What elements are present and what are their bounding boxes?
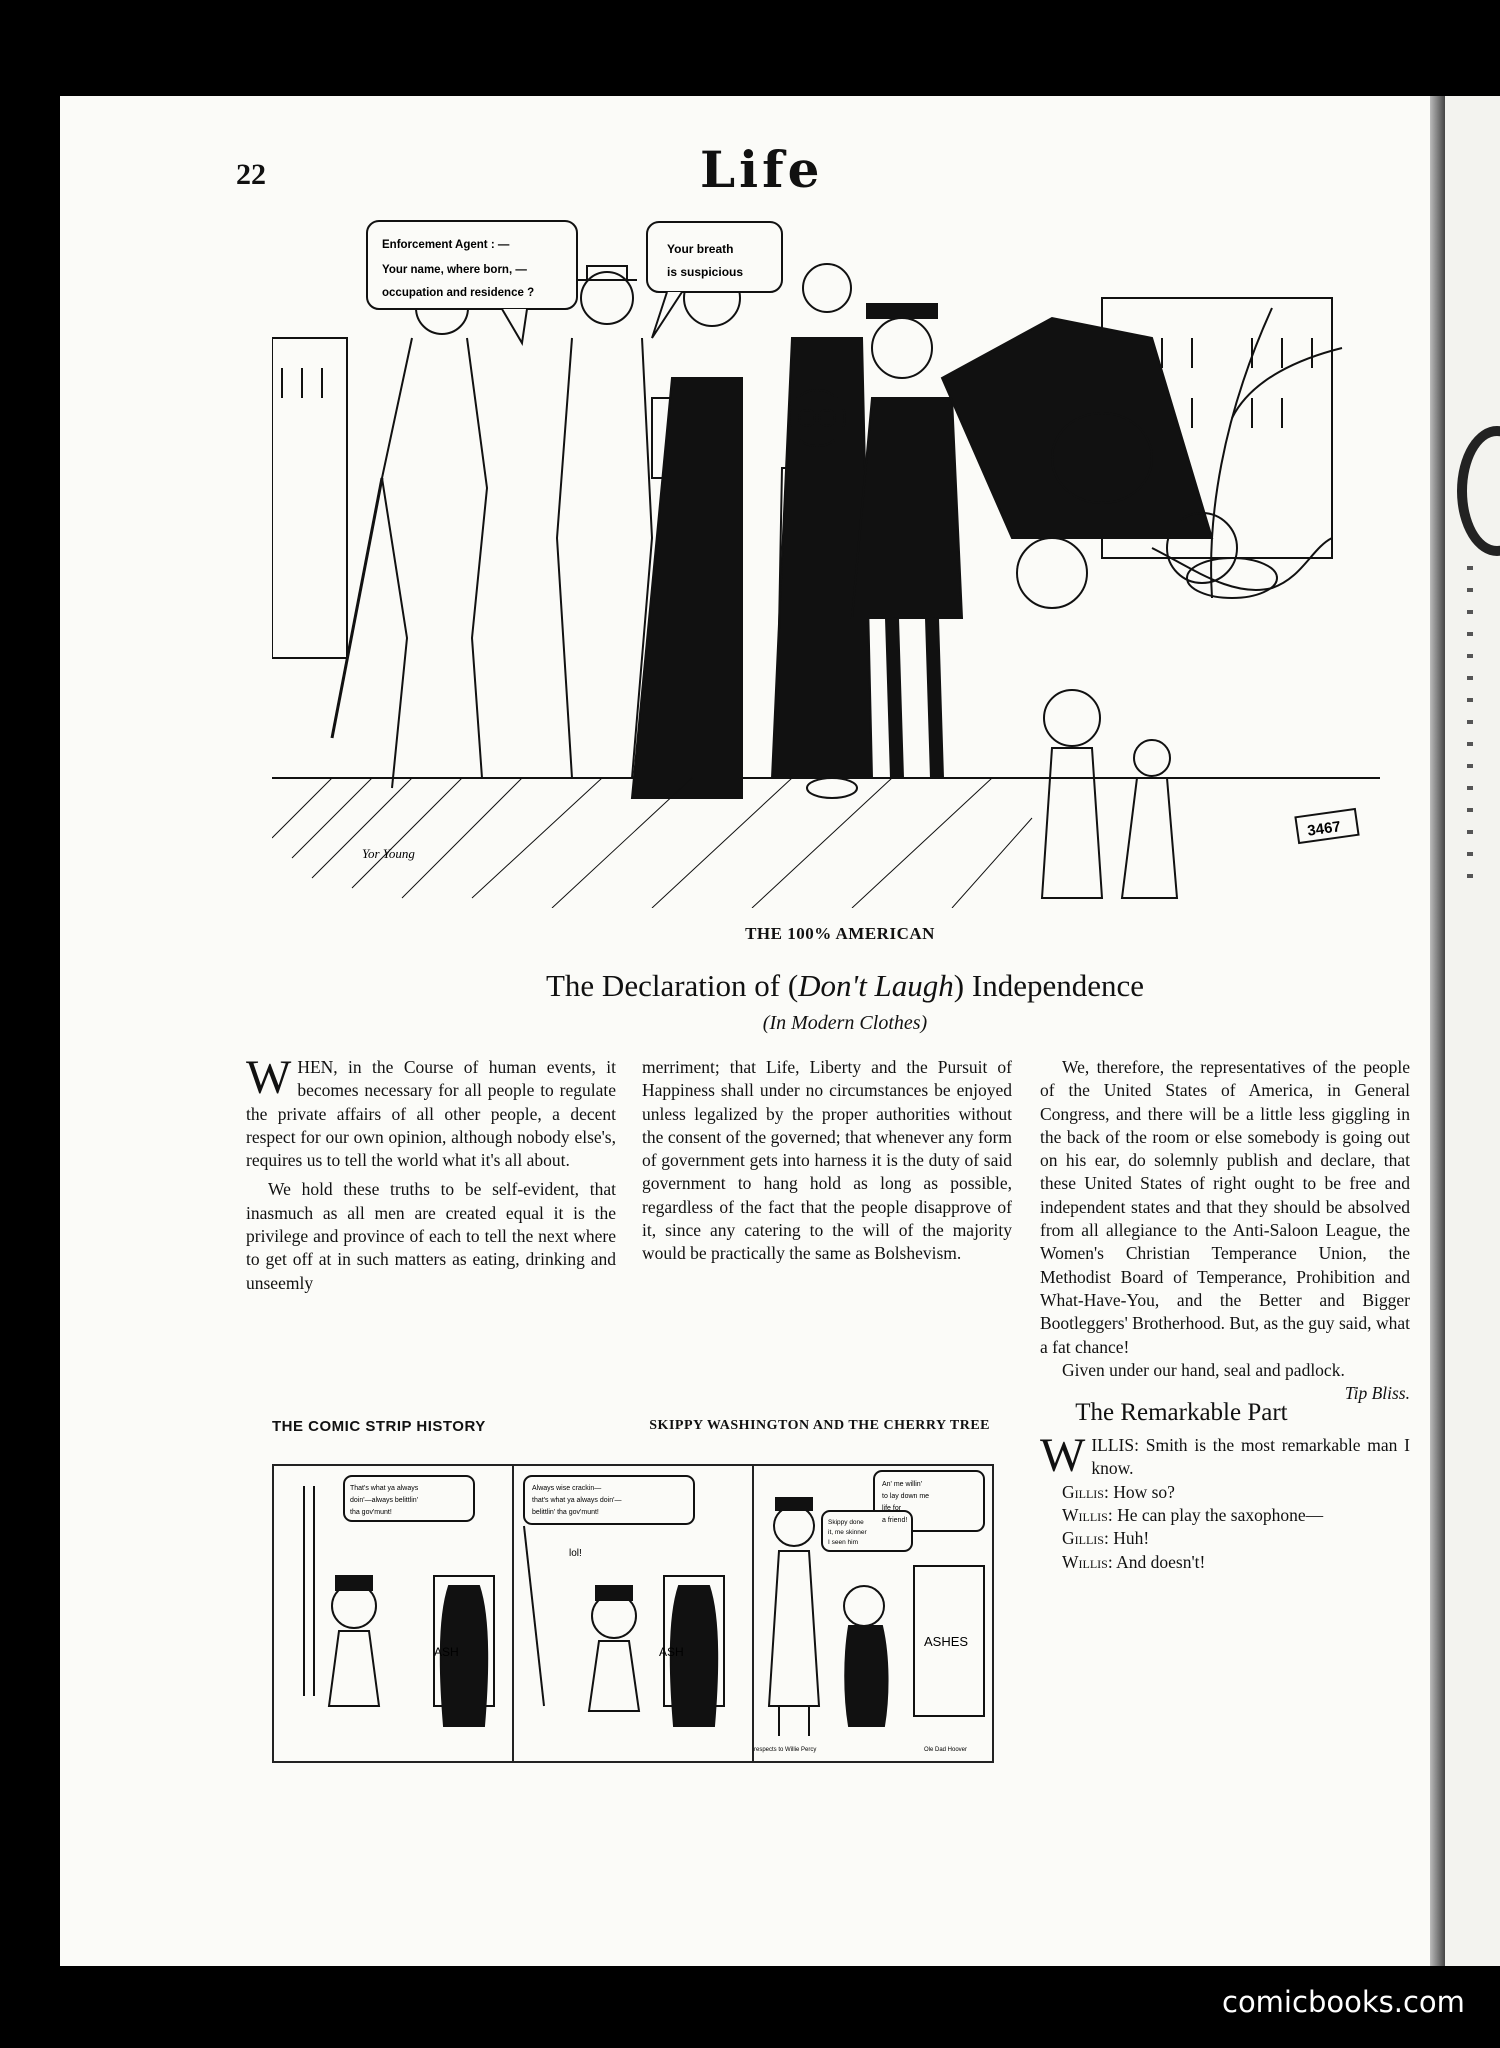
comic-strip [272,1464,994,1763]
panel3-text-a3: life for [882,1505,902,1512]
paragraph-4: We, therefore, the representatives of the people of the United States of America, in General Congress, and there will be a little less giggling in the back of the room or else somebody is going out on his ear, do solemnly publish and declare, that these United States of right ought to be free and independent states and that they should be absolved from all allegiance to the Anti-Saloon League, the Women's Christian Temperance Union, the Methodist Board of Temperance, Prohibition and What-Have-You, and the Better and Bigger Bootleggers' Brotherhood. But, as the guy said, what a fat chance! [1040,1057,1410,1357]
dialogue-line-2: Gillis: How so? [1062,1481,1175,1502]
comic-panel-2 [514,1466,754,1761]
dialogue-line-1: WILLIS: Smith is the most remarkable man I know. [1040,1429,1410,1483]
author-signature: Tip Bliss. [1344,1383,1410,1404]
bubble-left-line3: occupation and residence ? [382,287,535,299]
panel2-text-2: that's what ya always doin'— [532,1497,622,1504]
paragraph-5: Given under our hand, seal and padlock. Tip Bliss. [1040,1359,1410,1382]
panel1-text-3: tha gov'munt! [350,1509,392,1516]
panel3-text-a4: a friend! [882,1517,908,1524]
comic-strip-title: SKIPPY WASHINGTON AND THE CHERRY TREE [649,1418,990,1433]
article-title: The Declaration of (Don't Laugh) Independence [545,968,1144,1003]
article-column-3 [1040,1056,1410,1574]
strip-credit-right: Ole Dad Hoover [924,1747,968,1753]
dialogue-line-4: Gillis: Huh! [1062,1528,1150,1549]
article-column-2 [642,1056,1012,1266]
masthead-logo: Life [700,140,824,199]
paragraph-2: We hold these truths to be self-evident, that inasmuch as all men are created equal it is the privilege and province of each to tell the next where to get off at in such matters as eating, drinking and unseemly [246,1179,616,1293]
bubble-left-line1: Enforcement Agent : — [382,239,510,251]
panel2-small: lol! [569,1548,582,1559]
panel1-text-1: That's what ya always [350,1485,419,1492]
license-plate: 3467 [1306,818,1342,840]
page-number: 22 [236,158,266,191]
dropcap: W [246,1051,292,1104]
next-page-edge [1445,96,1500,1966]
dialogue-line-3: Willis: He can play the saxophone— [1062,1505,1324,1526]
cartoon-caption: THE 100% AMERICAN [745,924,935,943]
bubble-left-line2: Your name, where born, — [382,264,527,276]
panel1-text-2: doin'—always belittlin' [350,1497,419,1504]
panel3-text-a1: An' me willin' [882,1481,923,1488]
watermark: comicbooks.com [1222,1985,1465,2019]
paragraph-3: merriment; that Life, Liberty and the Pursuit of Happiness shall under no circumstances be enjoyed unless legalized by the proper authorities without the consent of the governed; that whenever any form of government gets into harness it is the duty of said government to hang hold as long as possible, regardless of the fact that the people disapprove of it, since any catering to the will of the majority would be practically the same as Bolshevism. [642,1057,1012,1264]
comic-panel-1 [274,1466,514,1761]
panel3-text-b1: Skippy done [828,1519,864,1526]
article-column-1 [246,1051,616,1295]
comic-strip-label: THE COMIC STRIP HISTORY [272,1418,486,1435]
artist-signature: Yor Young [362,846,415,861]
panel3-sign: ASHES [924,1634,969,1649]
panel2-text-3: belittlin' tha gov'munt! [532,1509,599,1516]
paragraph-1: WHEN, in the Course of human events, it becomes necessary for all people to regulate the private affairs of all other people, a decent respect for our own opinion, although nobody else's, requires us to tell the world what it's all about. [246,1051,616,1171]
panel3-text-b2: it, me skinner [828,1529,867,1536]
dialogue-line-5: Willis: And doesn't! [1062,1551,1206,1572]
panel1-sign: ASH [434,1645,459,1659]
panel2-text-1: Always wise crackin— [532,1485,602,1492]
article-subtitle: (In Modern Clothes) [762,1012,928,1034]
comic-panel-3 [754,1466,992,1761]
page-binding [1430,96,1445,1966]
bubble-right-line2: is suspicious [667,265,744,279]
comic-strip-header [266,1413,996,1441]
main-cartoon [272,218,1380,908]
strip-credit-left: respects to Willie Percy [754,1747,817,1753]
panel3-text-a2: to lay down me [882,1493,930,1500]
sidebar-title: The Remarkable Part [1075,1399,1288,1427]
bubble-right-line1: Your breath [667,242,734,256]
cartoon-illustration [272,218,1380,908]
panel3-text-b3: I seen him [828,1539,858,1546]
panel2-sign: ASH [659,1645,684,1659]
